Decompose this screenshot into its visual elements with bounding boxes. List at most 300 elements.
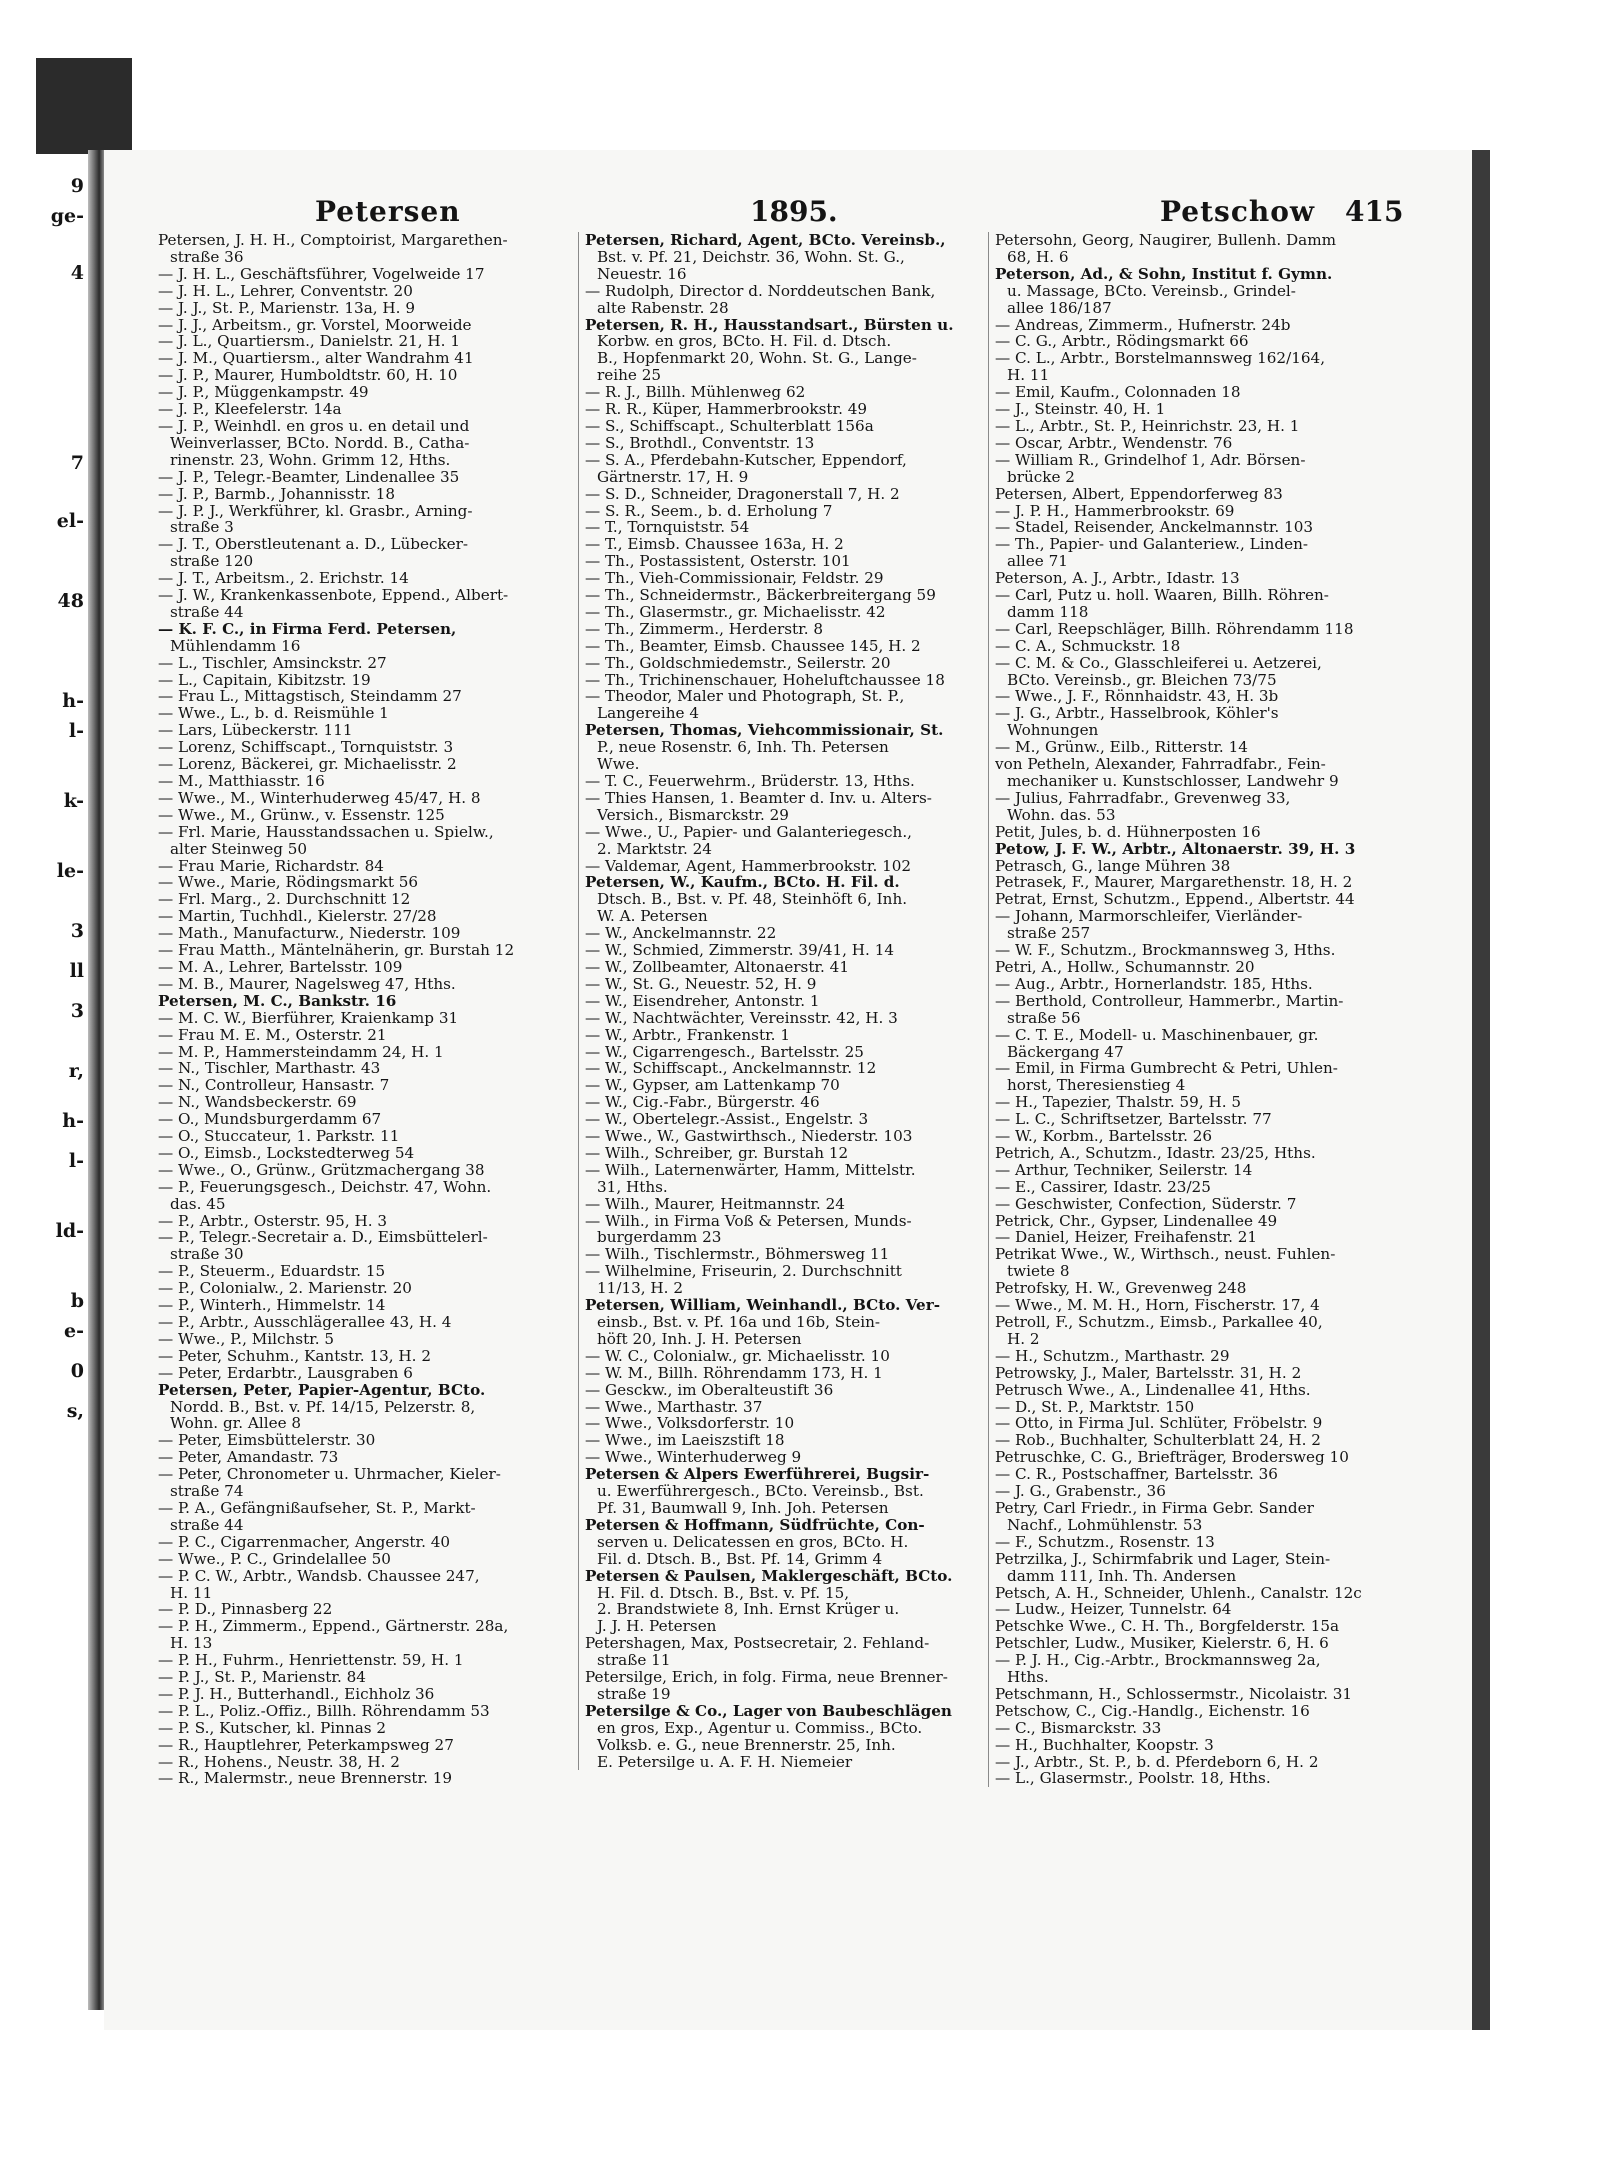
- directory-entry-line: P., neue Rosenstr. 6, Inh. Th. Petersen: [597, 739, 889, 757]
- directory-entry-line: Petershagen, Max, Postsecretair, 2. Fehland-: [585, 1635, 930, 1653]
- directory-entry-line: Petersohn, Georg, Naugirer, Bullenh. Damm: [995, 232, 1337, 249]
- directory-entry-line: — R. J., Billh. Mühlenweg 62: [585, 384, 806, 402]
- directory-entry-line: — W. C., Colonialw., gr. Michaelisstr. 10: [585, 1347, 890, 1365]
- directory-entry-line: — Th., Vieh-Commissionair, Feldstr. 29: [585, 570, 884, 588]
- directory-entry-line: — Emil, Kaufm., Colonnaden 18: [995, 384, 1241, 402]
- directory-entry-line: — Lars, Lübeckerstr. 111: [158, 722, 353, 740]
- directory-entry-line: höft 20, Inh. J. H. Petersen: [597, 1330, 802, 1348]
- directory-entry-line: — Wwe., M., Grünw., v. Essenstr. 125: [158, 806, 445, 824]
- directory-entry-line: alter Steinweg 50: [170, 840, 308, 858]
- directory-entry-line: — W. F., Schutzm., Brockmannsweg 3, Hths.: [995, 942, 1336, 959]
- directory-entry-line: — C. R., Postschaffner, Bartelsstr. 36: [995, 1466, 1278, 1484]
- directory-entry-line: Korbw. en gros, BCto. H. Fil. d. Dtsch.: [597, 333, 892, 351]
- directory-column-3: [988, 232, 1395, 1787]
- directory-entry-line: 2. Brandstwiete 8, Inh. Ernst Krüger u.: [597, 1601, 900, 1619]
- directory-entry-line: Petersen, R. H., Hausstandsart., Bürsten u.: [585, 316, 954, 334]
- directory-entry-line: — M. P., Hammersteindamm 24, H. 1: [158, 1043, 444, 1061]
- directory-entry-line: Petersen, Thomas, Viehcommissionair, St.: [585, 722, 944, 740]
- directory-entry-line: — P., Feuerungsgesch., Deichstr. 47, Wohn.: [158, 1178, 492, 1196]
- directory-entry-line: — H., Tapezier, Thalstr. 59, H. 5: [995, 1094, 1242, 1112]
- directory-entry-line: — C. M. & Co., Glasschleiferei u. Aetzerei,: [995, 654, 1322, 672]
- directory-entry-line: — M. A., Lehrer, Bartelsstr. 109: [158, 958, 403, 976]
- directory-entry-line: Petersen, William, Weinhandl., BCto. Ver-: [585, 1297, 941, 1314]
- directory-entry-line: straße 44: [170, 603, 244, 621]
- directory-entry-line: brücke 2: [1007, 468, 1075, 486]
- directory-entry-line: — Otto, in Firma Jul. Schlüter, Fröbelstr. 9: [995, 1415, 1323, 1433]
- directory-entry-line: — P., Telegr.-Secretair a. D., Eimsbüttelerl-: [158, 1229, 488, 1247]
- directory-entry-line: — Frau Marie, Richardstr. 84: [158, 857, 384, 875]
- directory-entry-line: straße 19: [597, 1685, 671, 1703]
- directory-entry-line: — J. T., Oberstleutenant a. D., Lübecker-: [158, 536, 469, 554]
- directory-entry-line: — L., Capitain, Kibitzstr. 19: [158, 671, 371, 689]
- directory-entry-line: 11/13, H. 2: [597, 1280, 683, 1298]
- directory-entry-line: Petersen, J. H. H., Comptoirist, Margarethen-: [158, 232, 508, 249]
- directory-entry-line: damm 111, Inh. Th. Andersen: [1007, 1567, 1237, 1585]
- directory-entry-line: Wohn. das. 53: [1007, 806, 1116, 824]
- directory-entry-line: — C., Bismarckstr. 33: [995, 1719, 1162, 1737]
- directory-entry-line: — W., Cigarrengesch., Bartelsstr. 25: [585, 1043, 864, 1061]
- directory-entry-line: — Theodor, Maler und Photograph, St. P.,: [585, 688, 905, 706]
- directory-entry-line: Dtsch. B., Bst. v. Pf. 48, Steinhöft 6, Inh.: [597, 891, 908, 909]
- directory-entry-line: — S., Brothdl., Conventstr. 13: [585, 434, 815, 452]
- directory-entry-line: — Valdemar, Agent, Hammerbrookstr. 102: [585, 857, 912, 875]
- directory-entry-line: — N., Wandsbeckerstr. 69: [158, 1094, 357, 1112]
- directory-entry-line: — M. B., Maurer, Nagelsweg 47, Hths.: [158, 975, 456, 993]
- directory-entry-line: Hths.: [1007, 1669, 1049, 1686]
- previous-page-fragment: k-: [63, 790, 84, 812]
- directory-entry-line: — Wwe., J. F., Rönnhaidstr. 43, H. 3b: [995, 688, 1279, 706]
- directory-entry-line: — H., Buchhalter, Koopstr. 3: [995, 1736, 1214, 1754]
- directory-entry-line: — Th., Trichinenschauer, Hoheluftchaussee 18: [585, 671, 945, 689]
- directory-entry-line: — R., Hohens., Neustr. 38, H. 2: [158, 1753, 400, 1771]
- directory-entry-line: — K. F. C., in Firma Ferd. Petersen,: [158, 620, 457, 638]
- directory-entry-line: — W., Nachtwächter, Vereinsstr. 42, H. 3: [585, 1009, 898, 1027]
- directory-entry-line: — Th., Glasermstr., gr. Michaelisstr. 42: [585, 603, 886, 621]
- directory-column-2: [578, 232, 985, 1770]
- directory-entry-line: — Stadel, Reisender, Anckelmannstr. 103: [995, 519, 1314, 537]
- directory-entry-line: — Carl, Reepschläger, Billh. Röhrendamm 118: [995, 620, 1354, 638]
- directory-entry-line: — Peter, Eimsbüttelerstr. 30: [158, 1432, 376, 1450]
- directory-entry-line: — Th., Postassistent, Osterstr. 101: [585, 553, 851, 571]
- directory-entry-line: Petschow, C., Cig.-Handlg., Eichenstr. 16: [995, 1702, 1310, 1720]
- directory-column-1: [158, 232, 568, 1787]
- directory-entry-line: — Aug., Arbtr., Hornerlandstr. 185, Hths.: [995, 975, 1313, 993]
- directory-entry-line: — Peter, Chronometer u. Uhrmacher, Kieler-: [158, 1466, 501, 1484]
- directory-entry-line: alte Rabenstr. 28: [597, 299, 729, 317]
- directory-entry-line: — Wilh., Laternenwärter, Hamm, Mittelstr.: [585, 1161, 916, 1179]
- directory-entry-line: Petrick, Chr., Gypser, Lindenallee 49: [995, 1212, 1278, 1230]
- directory-entry-line: — Wwe., M. M. H., Horn, Fischerstr. 17, 4: [995, 1297, 1320, 1314]
- directory-entry-line: — J. H. L., Lehrer, Conventstr. 20: [158, 282, 413, 300]
- directory-entry-line: Petrasch, G., lange Mühren 38: [995, 857, 1231, 875]
- directory-entry-line: — W., Eisendreher, Antonstr. 1: [585, 992, 820, 1010]
- previous-page-fragment: h-: [62, 690, 84, 712]
- directory-entry-line: allee 71: [1007, 553, 1068, 571]
- directory-entry-line: — Lorenz, Bäckerei, gr. Michaelisstr. 2: [158, 756, 457, 773]
- directory-entry-line: — Oscar, Arbtr., Wendenstr. 76: [995, 434, 1233, 452]
- directory-entry-line: — J., Steinstr. 40, H. 1: [995, 401, 1166, 418]
- previous-page-fragment: 0: [70, 1360, 84, 1382]
- directory-entry-line: Mühlendamm 16: [170, 637, 301, 655]
- page-number: 415: [1345, 195, 1404, 228]
- directory-entry-line: — O., Stuccateur, 1. Parkstr. 11: [158, 1128, 400, 1145]
- directory-entry-line: en gros, Exp., Agentur u. Commiss., BCto.: [597, 1719, 923, 1737]
- directory-entry-line: 68, H. 6: [1007, 248, 1069, 266]
- directory-entry-line: — T. C., Feuerwehrm., Brüderstr. 13, Hths.: [585, 773, 915, 790]
- directory-entry-line: — R., Hauptlehrer, Peterkampsweg 27: [158, 1736, 454, 1754]
- directory-entry-line: das. 45: [170, 1195, 226, 1213]
- directory-entry-line: B., Hopfenmarkt 20, Wohn. St. G., Lange-: [597, 350, 917, 368]
- directory-entry-line: — Lorenz, Schiffscapt., Tornquiststr. 3: [158, 739, 454, 757]
- directory-entry-line: — Wwe., P., Milchstr. 5: [158, 1330, 335, 1348]
- directory-entry-line: — Wilh., Tischlermstr., Böhmersweg 11: [585, 1246, 890, 1264]
- directory-entry-line: — R., Malermstr., neue Brennerstr. 19: [158, 1770, 453, 1788]
- directory-entry-line: — Th., Papier- und Galanteriew., Linden-: [995, 536, 1309, 554]
- directory-entry-line: — W., Korbm., Bartelsstr. 26: [995, 1128, 1213, 1145]
- directory-entry-line: — O., Eimsb., Lockstedterweg 54: [158, 1144, 415, 1162]
- directory-entry-line: — Wwe., Volksdorferstr. 10: [585, 1415, 795, 1433]
- directory-entry-line: — Wwe., Winterhuderweg 9: [585, 1449, 802, 1467]
- directory-entry-line: von Petheln, Alexander, Fahrradfabr., Fein-: [995, 756, 1326, 773]
- directory-entry-line: straße 3: [170, 519, 234, 537]
- directory-entry-line: — Wwe., U., Papier- und Galanteriegesch.,: [585, 823, 912, 841]
- directory-entry-line: — F., Schutzm., Rosenstr. 13: [995, 1533, 1215, 1551]
- directory-entry-line: Versich., Bismarckstr. 29: [597, 806, 789, 824]
- directory-entry-line: — T., Tornquiststr. 54: [585, 519, 750, 537]
- previous-page-fragment: b: [70, 1290, 84, 1312]
- directory-entry-line: — L., Arbtr., St. P., Heinrichstr. 23, H. 1: [995, 417, 1300, 435]
- directory-entry-line: Wwe.: [597, 756, 640, 773]
- directory-entry-line: Wohnungen: [1007, 722, 1099, 740]
- directory-entry-line: — W., Zollbeamter, Altonaerstr. 41: [585, 958, 849, 976]
- directory-entry-line: — C. L., Arbtr., Borstelmannsweg 162/164,: [995, 350, 1326, 368]
- directory-entry-line: Nachf., Lohmühlenstr. 53: [1007, 1516, 1203, 1534]
- directory-entry-line: — W., Gypser, am Lattenkamp 70: [585, 1077, 840, 1095]
- directory-entry-line: — Frl. Marie, Hausstandssachen u. Spielw.,: [158, 823, 494, 841]
- directory-entry-line: H. 11: [170, 1584, 213, 1602]
- directory-entry-line: Volksb. e. G., neue Brennerstr. 25, Inh.: [597, 1736, 896, 1754]
- directory-entry-line: Weinverlasser, BCto. Nordd. B., Catha-: [170, 434, 470, 452]
- directory-entry-line: — Wwe., L., b. d. Reismühle 1: [158, 705, 389, 723]
- directory-entry-line: — J. P., Maurer, Humboldtstr. 60, H. 10: [158, 367, 458, 385]
- directory-entry-line: — Rudolph, Director d. Norddeutschen Bank,: [585, 282, 936, 300]
- directory-entry-line: reihe 25: [597, 367, 662, 385]
- directory-entry-line: — J. W., Krankenkassenbote, Eppend., Albert-: [158, 587, 509, 604]
- directory-entry-line: straße 11: [597, 1652, 671, 1670]
- directory-entry-line: J. J. H. Petersen: [597, 1618, 717, 1636]
- directory-entry-line: — Andreas, Zimmerm., Hufnerstr. 24b: [995, 316, 1291, 334]
- directory-entry-line: straße 30: [170, 1246, 244, 1264]
- directory-entry-line: — P. D., Pinnasberg 22: [158, 1601, 333, 1619]
- directory-entry-line: — E., Cassirer, Idastr. 23/25: [995, 1178, 1211, 1196]
- directory-entry-line: — P. J. H., Butterhandl., Eichholz 36: [158, 1685, 435, 1703]
- previous-page-fragment: r,: [68, 1060, 84, 1082]
- directory-entry-line: mechaniker u. Kunstschlosser, Landwehr 9: [1007, 773, 1339, 790]
- directory-entry-line: burgerdamm 23: [597, 1229, 722, 1247]
- previous-page-fragment: 3: [70, 1000, 84, 1022]
- directory-entry-line: Petrasek, F., Maurer, Margarethenstr. 18, H. 2: [995, 874, 1353, 892]
- directory-entry-line: Petow, J. F. W., Arbtr., Altonaerstr. 39, H. 3: [995, 840, 1356, 858]
- directory-entry-line: — T., Eimsb. Chaussee 163a, H. 2: [585, 536, 844, 554]
- directory-entry-line: u. Ewerführergesch., BCto. Vereinsb., Bst.: [597, 1483, 924, 1500]
- directory-entry-line: horst, Theresienstieg 4: [1007, 1077, 1186, 1095]
- directory-entry-line: — J. P., Barmb., Johannisstr. 18: [158, 485, 396, 503]
- directory-entry-line: serven u. Delicatessen en gros, BCto. H.: [597, 1533, 909, 1551]
- directory-entry-line: — Wwe., P. C., Grindelallee 50: [158, 1550, 391, 1568]
- directory-entry-line: — P. H., Zimmerm., Eppend., Gärtnerstr. 28a,: [158, 1618, 509, 1636]
- directory-entry-line: — J. P. H., Hammerbrookstr. 69: [995, 502, 1235, 520]
- directory-entry-line: — W., Arbtr., Frankenstr. 1: [585, 1026, 790, 1044]
- directory-entry-line: — Wwe., W., Gastwirthsch., Niederstr. 103: [585, 1128, 913, 1145]
- directory-entry-line: twiete 8: [1007, 1263, 1070, 1281]
- directory-entry-line: — Thies Hansen, 1. Beamter d. Inv. u. Alters-: [585, 789, 932, 807]
- directory-entry-line: allee 186/187: [1007, 299, 1112, 317]
- directory-entry-line: — Wwe., im Laeiszstift 18: [585, 1432, 785, 1450]
- directory-entry-line: — P. J. H., Cig.-Arbtr., Brockmannsweg 2a,: [995, 1652, 1321, 1670]
- directory-entry-line: — Arthur, Techniker, Seilerstr. 14: [995, 1161, 1253, 1179]
- directory-entry-line: — Frau L., Mittagstisch, Steindamm 27: [158, 688, 462, 706]
- directory-entry-line: — C. T. E., Modell- u. Maschinenbauer, gr.: [995, 1026, 1319, 1044]
- directory-entry-line: E. Petersilge u. A. F. H. Niemeier: [597, 1753, 853, 1771]
- directory-entry-line: Petroll, F., Schutzm., Eimsb., Parkallee 40,: [995, 1314, 1323, 1331]
- directory-entry-line: — Carl, Putz u. holl. Waaren, Billh. Röhren-: [995, 587, 1329, 604]
- directory-entry-line: Petschmann, H., Schlossermstr., Nicolaistr. 31: [995, 1685, 1353, 1703]
- directory-entry-line: Bst. v. Pf. 21, Deichstr. 36, Wohn. St. G.,: [597, 248, 905, 266]
- directory-entry-line: — J. P., Kleefelerstr. 14a: [158, 401, 342, 418]
- directory-entry-line: — P. J., St. P., Marienstr. 84: [158, 1669, 366, 1686]
- directory-entry-line: u. Massage, BCto. Vereinsb., Grindel-: [1007, 282, 1296, 300]
- directory-entry-line: — Th., Schneidermstr., Bäckerbreitergang 59: [585, 587, 936, 604]
- directory-entry-line: — Wilhelmine, Friseurin, 2. Durchschnitt: [585, 1263, 902, 1281]
- directory-entry-line: — P., Arbtr., Ausschlägerallee 43, H. 4: [158, 1314, 452, 1331]
- directory-entry-line: Fil. d. Dtsch. B., Bst. Pf. 14, Grimm 4: [597, 1550, 883, 1568]
- directory-entry-line: — P. H., Fuhrm., Henriettenstr. 59, H. 1: [158, 1652, 464, 1670]
- directory-entry-line: Petrzilka, J., Schirmfabrik und Lager, Stein-: [995, 1550, 1331, 1568]
- directory-entry-line: — W., St. G., Neuestr. 52, H. 9: [585, 975, 817, 993]
- directory-entry-line: 2. Marktstr. 24: [597, 840, 712, 858]
- header-year: 1895.: [750, 195, 838, 228]
- directory-entry-line: — P., Colonialw., 2. Marienstr. 20: [158, 1280, 412, 1298]
- previous-page-fragment: 3: [70, 920, 84, 942]
- directory-entry-line: Petri, A., Hollw., Schumannstr. 20: [995, 958, 1255, 976]
- directory-entry-line: — R. R., Küper, Hammerbrookstr. 49: [585, 401, 868, 418]
- directory-entry-line: — H., Schutzm., Marthastr. 29: [995, 1347, 1230, 1365]
- directory-entry-line: — Wilh., Schreiber, gr. Burstah 12: [585, 1144, 849, 1162]
- directory-entry-line: Petrusch Wwe., A., Lindenallee 41, Hths.: [995, 1381, 1311, 1399]
- directory-entry-line: — P., Arbtr., Osterstr. 95, H. 3: [158, 1212, 388, 1230]
- directory-entry-line: straße 120: [170, 553, 254, 571]
- directory-entry-line: — P. L., Poliz.-Offiz., Billh. Röhrendamm 53: [158, 1702, 490, 1720]
- directory-entry-line: — Johann, Marmorschleifer, Vierländer-: [995, 908, 1303, 926]
- directory-entry-line: straße 257: [1007, 925, 1091, 943]
- directory-entry-line: Petruschke, C. G., Briefträger, Brodersweg 10: [995, 1449, 1349, 1467]
- directory-entry-line: — W. M., Billh. Röhrendamm 173, H. 1: [585, 1364, 883, 1382]
- directory-entry-line: — Wilh., in Firma Voß & Petersen, Munds-: [585, 1212, 912, 1230]
- directory-entry-line: — J. P. J., Werkführer, kl. Grasbr., Arning-: [158, 502, 473, 520]
- directory-entry-line: Petit, Jules, b. d. Hühnerposten 16: [995, 823, 1261, 841]
- directory-entry-line: Petry, Carl Friedr., in Firma Gebr. Sander: [995, 1499, 1314, 1517]
- directory-entry-line: Peterson, A. J., Arbtr., Idastr. 13: [995, 570, 1240, 588]
- directory-entry-line: — L. C., Schriftsetzer, Bartelsstr. 77: [995, 1111, 1272, 1129]
- previous-page-fragment: ge-: [50, 205, 84, 227]
- directory-entry-line: — M., Grünw., Eilb., Ritterstr. 14: [995, 739, 1248, 757]
- directory-entry-line: — S. A., Pferdebahn-Kutscher, Eppendorf,: [585, 451, 907, 469]
- directory-entry-line: — O., Mundsburgerdamm 67: [158, 1111, 382, 1129]
- directory-entry-line: — P. A., Gefängnißaufseher, St. P., Markt-: [158, 1499, 476, 1517]
- directory-entry-line: — Th., Zimmerm., Herderstr. 8: [585, 620, 824, 638]
- previous-page-fragment: le-: [56, 860, 84, 882]
- directory-entry-line: Petschler, Ludw., Musiker, Kielerstr. 6, H. 6: [995, 1635, 1329, 1653]
- previous-page-fragment: el-: [56, 510, 84, 532]
- header-first-name: Petersen: [315, 195, 461, 228]
- directory-entry-line: — Th., Goldschmiedemstr., Seilerstr. 20: [585, 654, 891, 672]
- directory-entry-line: — P. C. W., Arbtr., Wandsb. Chaussee 247,: [158, 1567, 480, 1585]
- directory-entry-line: Petrich, A., Schutzm., Idastr. 23/25, Hths.: [995, 1144, 1316, 1162]
- directory-entry-line: H. 13: [170, 1635, 213, 1653]
- directory-entry-line: — W., Obertelegr.-Assist., Engelstr. 3: [585, 1111, 869, 1129]
- book-spine: [88, 150, 104, 2010]
- directory-entry-line: — J. P., Müggenkampstr. 49: [158, 384, 369, 402]
- directory-entry-line: — Julius, Fahrradfabr., Grevenweg 33,: [995, 789, 1291, 807]
- directory-entry-line: Petersen & Alpers Ewerführerei, Bugsir-: [585, 1466, 930, 1484]
- directory-entry-line: — J. M., Quartiersm., alter Wandrahm 41: [158, 350, 474, 368]
- directory-entry-line: Langereihe 4: [597, 705, 699, 723]
- directory-entry-line: — Math., Manufacturw., Niederstr. 109: [158, 925, 461, 943]
- directory-entry-line: — W., Anckelmannstr. 22: [585, 925, 777, 943]
- directory-entry-line: — P., Winterh., Himmelstr. 14: [158, 1297, 386, 1314]
- directory-entry-line: — Wwe., M., Winterhuderweg 45/47, H. 8: [158, 789, 481, 807]
- previous-page-fragment: ld-: [55, 1220, 84, 1242]
- directory-entry-line: Neuestr. 16: [597, 265, 687, 283]
- previous-page-fragment: s,: [66, 1400, 84, 1422]
- directory-entry-line: — Martin, Tuchhdl., Kielerstr. 27/28: [158, 908, 437, 926]
- directory-entry-line: — J., Arbtr., St. P., b. d. Pferdeborn 6, H. 2: [995, 1753, 1319, 1771]
- directory-entry-line: — P. S., Kutscher, kl. Pinnas 2: [158, 1719, 387, 1737]
- directory-entry-line: Petschke Wwe., C. H. Th., Borgfelderstr. 15a: [995, 1618, 1340, 1636]
- directory-entry-line: Petersen & Paulsen, Maklergeschäft, BCto.: [585, 1567, 953, 1585]
- directory-entry-line: — Wilh., Maurer, Heitmannstr. 24: [585, 1195, 845, 1213]
- directory-entry-line: — L., Tischler, Amsinckstr. 27: [158, 654, 387, 672]
- directory-entry-line: — Ludw., Heizer, Tunnelstr. 64: [995, 1601, 1232, 1619]
- running-header: [110, 195, 1404, 235]
- directory-entry-line: — Peter, Erdarbtr., Lausgraben 6: [158, 1364, 413, 1382]
- directory-entry-line: — William R., Grindelhof 1, Adr. Börsen-: [995, 451, 1306, 469]
- previous-page-fragment: l-: [68, 1150, 84, 1172]
- directory-entry-line: H. Fil. d. Dtsch. B., Bst. v. Pf. 15,: [597, 1584, 850, 1602]
- directory-entry-line: — J. P., Weinhdl. en gros u. en detail und: [158, 417, 470, 435]
- directory-entry-line: — J. G., Grabenstr., 36: [995, 1483, 1166, 1500]
- directory-entry-line: straße 56: [1007, 1009, 1081, 1027]
- previous-page-fragment: 9: [70, 175, 84, 197]
- directory-entry-line: — Peter, Amandastr. 73: [158, 1449, 339, 1467]
- directory-entry-line: 31, Hths.: [597, 1178, 668, 1196]
- directory-entry-line: — Rob., Buchhalter, Schulterblatt 24, H. 2: [995, 1432, 1321, 1450]
- directory-entry-line: — M. C. W., Bierführer, Kraienkamp 31: [158, 1009, 459, 1027]
- directory-entry-line: Nordd. B., Bst. v. Pf. 14/15, Pelzerstr. 8,: [170, 1398, 476, 1416]
- directory-entry-line: — J. T., Arbeitsm., 2. Erichstr. 14: [158, 570, 409, 588]
- directory-entry-line: Petrikat Wwe., W., Wirthsch., neust. Fuhlen-: [995, 1246, 1336, 1264]
- directory-entry-line: Petrat, Ernst, Schutzm., Eppend., Albertstr. 44: [995, 891, 1355, 909]
- directory-entry-line: — D., St. P., Marktstr. 150: [995, 1398, 1195, 1416]
- directory-entry-line: — S., Schiffscapt., Schulterblatt 156a: [585, 417, 874, 435]
- directory-entry-line: — Berthold, Controlleur, Hammerbr., Martin-: [995, 992, 1344, 1010]
- directory-entry-line: Petersen, Albert, Eppendorferweg 83: [995, 485, 1283, 503]
- directory-entry-line: straße 36: [170, 248, 244, 266]
- previous-page-fragment: ll: [69, 960, 84, 982]
- directory-entry-line: — Wwe., Marthastr. 37: [585, 1398, 763, 1416]
- directory-entry-line: Petersen & Hoffmann, Südfrüchte, Con-: [585, 1516, 925, 1534]
- directory-entry-line: H. 2: [1007, 1330, 1040, 1348]
- directory-entry-line: — Frau M. E. M., Osterstr. 21: [158, 1026, 387, 1044]
- directory-entry-line: — Wwe., O., Grünw., Grützmachergang 38: [158, 1161, 485, 1179]
- previous-page-fragment: l-: [68, 720, 84, 742]
- directory-entry-line: Petersen, Richard, Agent, BCto. Vereinsb.,: [585, 232, 946, 249]
- directory-entry-line: einsb., Bst. v. Pf. 16a und 16b, Stein-: [597, 1314, 881, 1331]
- directory-entry-line: — P., Steuerm., Eduardstr. 15: [158, 1263, 386, 1281]
- directory-entry-line: — C. G., Arbtr., Rödingsmarkt 66: [995, 333, 1249, 351]
- directory-entry-line: Pf. 31, Baumwall 9, Inh. Joh. Petersen: [597, 1499, 889, 1517]
- directory-entry-line: rinenstr. 23, Wohn. Grimm 12, Hths.: [170, 451, 451, 469]
- directory-entry-line: — W., Schmied, Zimmerstr. 39/41, H. 14: [585, 942, 895, 959]
- directory-entry-line: Petsch, A. H., Schneider, Uhlenh., Canalstr. 12c: [995, 1584, 1362, 1602]
- directory-entry-line: — L., Glasermstr., Poolstr. 18, Hths.: [995, 1770, 1271, 1788]
- directory-entry-line: — J. H. L., Geschäftsführer, Vogelweide 17: [158, 265, 485, 283]
- directory-entry-line: damm 118: [1007, 603, 1089, 621]
- directory-entry-line: — J. G., Arbtr., Hasselbrook, Köhler's: [995, 705, 1279, 723]
- previous-page-fragment: h-: [62, 1110, 84, 1132]
- directory-entry-line: — W., Cig.-Fabr., Bürgerstr. 46: [585, 1094, 820, 1112]
- directory-entry-line: — Geschwister, Confection, Süderstr. 7: [995, 1195, 1297, 1213]
- directory-entry-line: — Peter, Schuhm., Kantstr. 13, H. 2: [158, 1347, 431, 1365]
- directory-entry-line: Petrofsky, H. W., Grevenweg 248: [995, 1280, 1247, 1298]
- directory-entry-line: Petersen, W., Kaufm., BCto. H. Fil. d.: [585, 874, 900, 892]
- directory-entry-line: — S. D., Schneider, Dragonerstall 7, H. 2: [585, 485, 900, 503]
- directory-entry-line: — P. C., Cigarrenmacher, Angerstr. 40: [158, 1533, 451, 1551]
- directory-entry-line: — Frl. Marg., 2. Durchschnitt 12: [158, 891, 411, 909]
- directory-entry-line: — Gesckw., im Oberalteustift 36: [585, 1381, 834, 1399]
- directory-entry-line: — J. L., Quartiersm., Danielstr. 21, H. 1: [158, 333, 460, 351]
- directory-entry-line: — M., Matthiasstr. 16: [158, 773, 325, 790]
- directory-entry-line: H. 11: [1007, 367, 1050, 385]
- directory-entry-line: — S. R., Seem., b. d. Erholung 7: [585, 502, 833, 520]
- directory-entry-line: straße 74: [170, 1483, 244, 1500]
- directory-entry-line: Petersilge & Co., Lager von Baubeschlägen: [585, 1702, 952, 1720]
- directory-entry-line: — Wwe., Marie, Rödingsmarkt 56: [158, 874, 419, 892]
- directory-entry-line: straße 44: [170, 1516, 244, 1534]
- header-last-name: Petschow: [1160, 195, 1315, 228]
- directory-entry-line: Gärtnerstr. 17, H. 9: [597, 468, 749, 486]
- previous-page-fragment: e-: [64, 1320, 84, 1342]
- directory-entry-line: Bäckergang 47: [1007, 1043, 1124, 1061]
- directory-entry-line: — Th., Beamter, Eimsb. Chaussee 145, H. 2: [585, 637, 921, 655]
- directory-entry-line: Petrowsky, J., Maler, Bartelsstr. 31, H. 2: [995, 1364, 1302, 1382]
- scan-edge: [36, 58, 132, 154]
- directory-entry-line: — J. J., Arbeitsm., gr. Vorstel, Moorweide: [158, 316, 472, 334]
- directory-entry-line: — Frau Matth., Mäntelnäherin, gr. Burstah 12: [158, 942, 515, 959]
- directory-entry-line: — J. J., St. P., Marienstr. 13a, H. 9: [158, 299, 415, 317]
- previous-page-fragment: 4: [70, 262, 84, 284]
- directory-entry-line: Petersen, Peter, Papier-Agentur, BCto.: [158, 1381, 486, 1399]
- directory-entry-line: Peterson, Ad., & Sohn, Institut f. Gymn.: [995, 265, 1333, 283]
- directory-entry-line: — J. P., Telegr.-Beamter, Lindenallee 35: [158, 468, 460, 486]
- directory-entry-line: — C. A., Schmuckstr. 18: [995, 637, 1181, 655]
- directory-entry-line: — Emil, in Firma Gumbrecht & Petri, Uhlen-: [995, 1060, 1338, 1078]
- previous-page-fragment: 48: [57, 590, 84, 612]
- directory-entry-line: — W., Schiffscapt., Anckelmannstr. 12: [585, 1060, 877, 1078]
- directory-entry-line: Wohn. gr. Allee 8: [170, 1415, 302, 1433]
- previous-page-fragment: 7: [70, 452, 84, 474]
- directory-entry-line: Petersen, M. C., Bankstr. 16: [158, 992, 397, 1010]
